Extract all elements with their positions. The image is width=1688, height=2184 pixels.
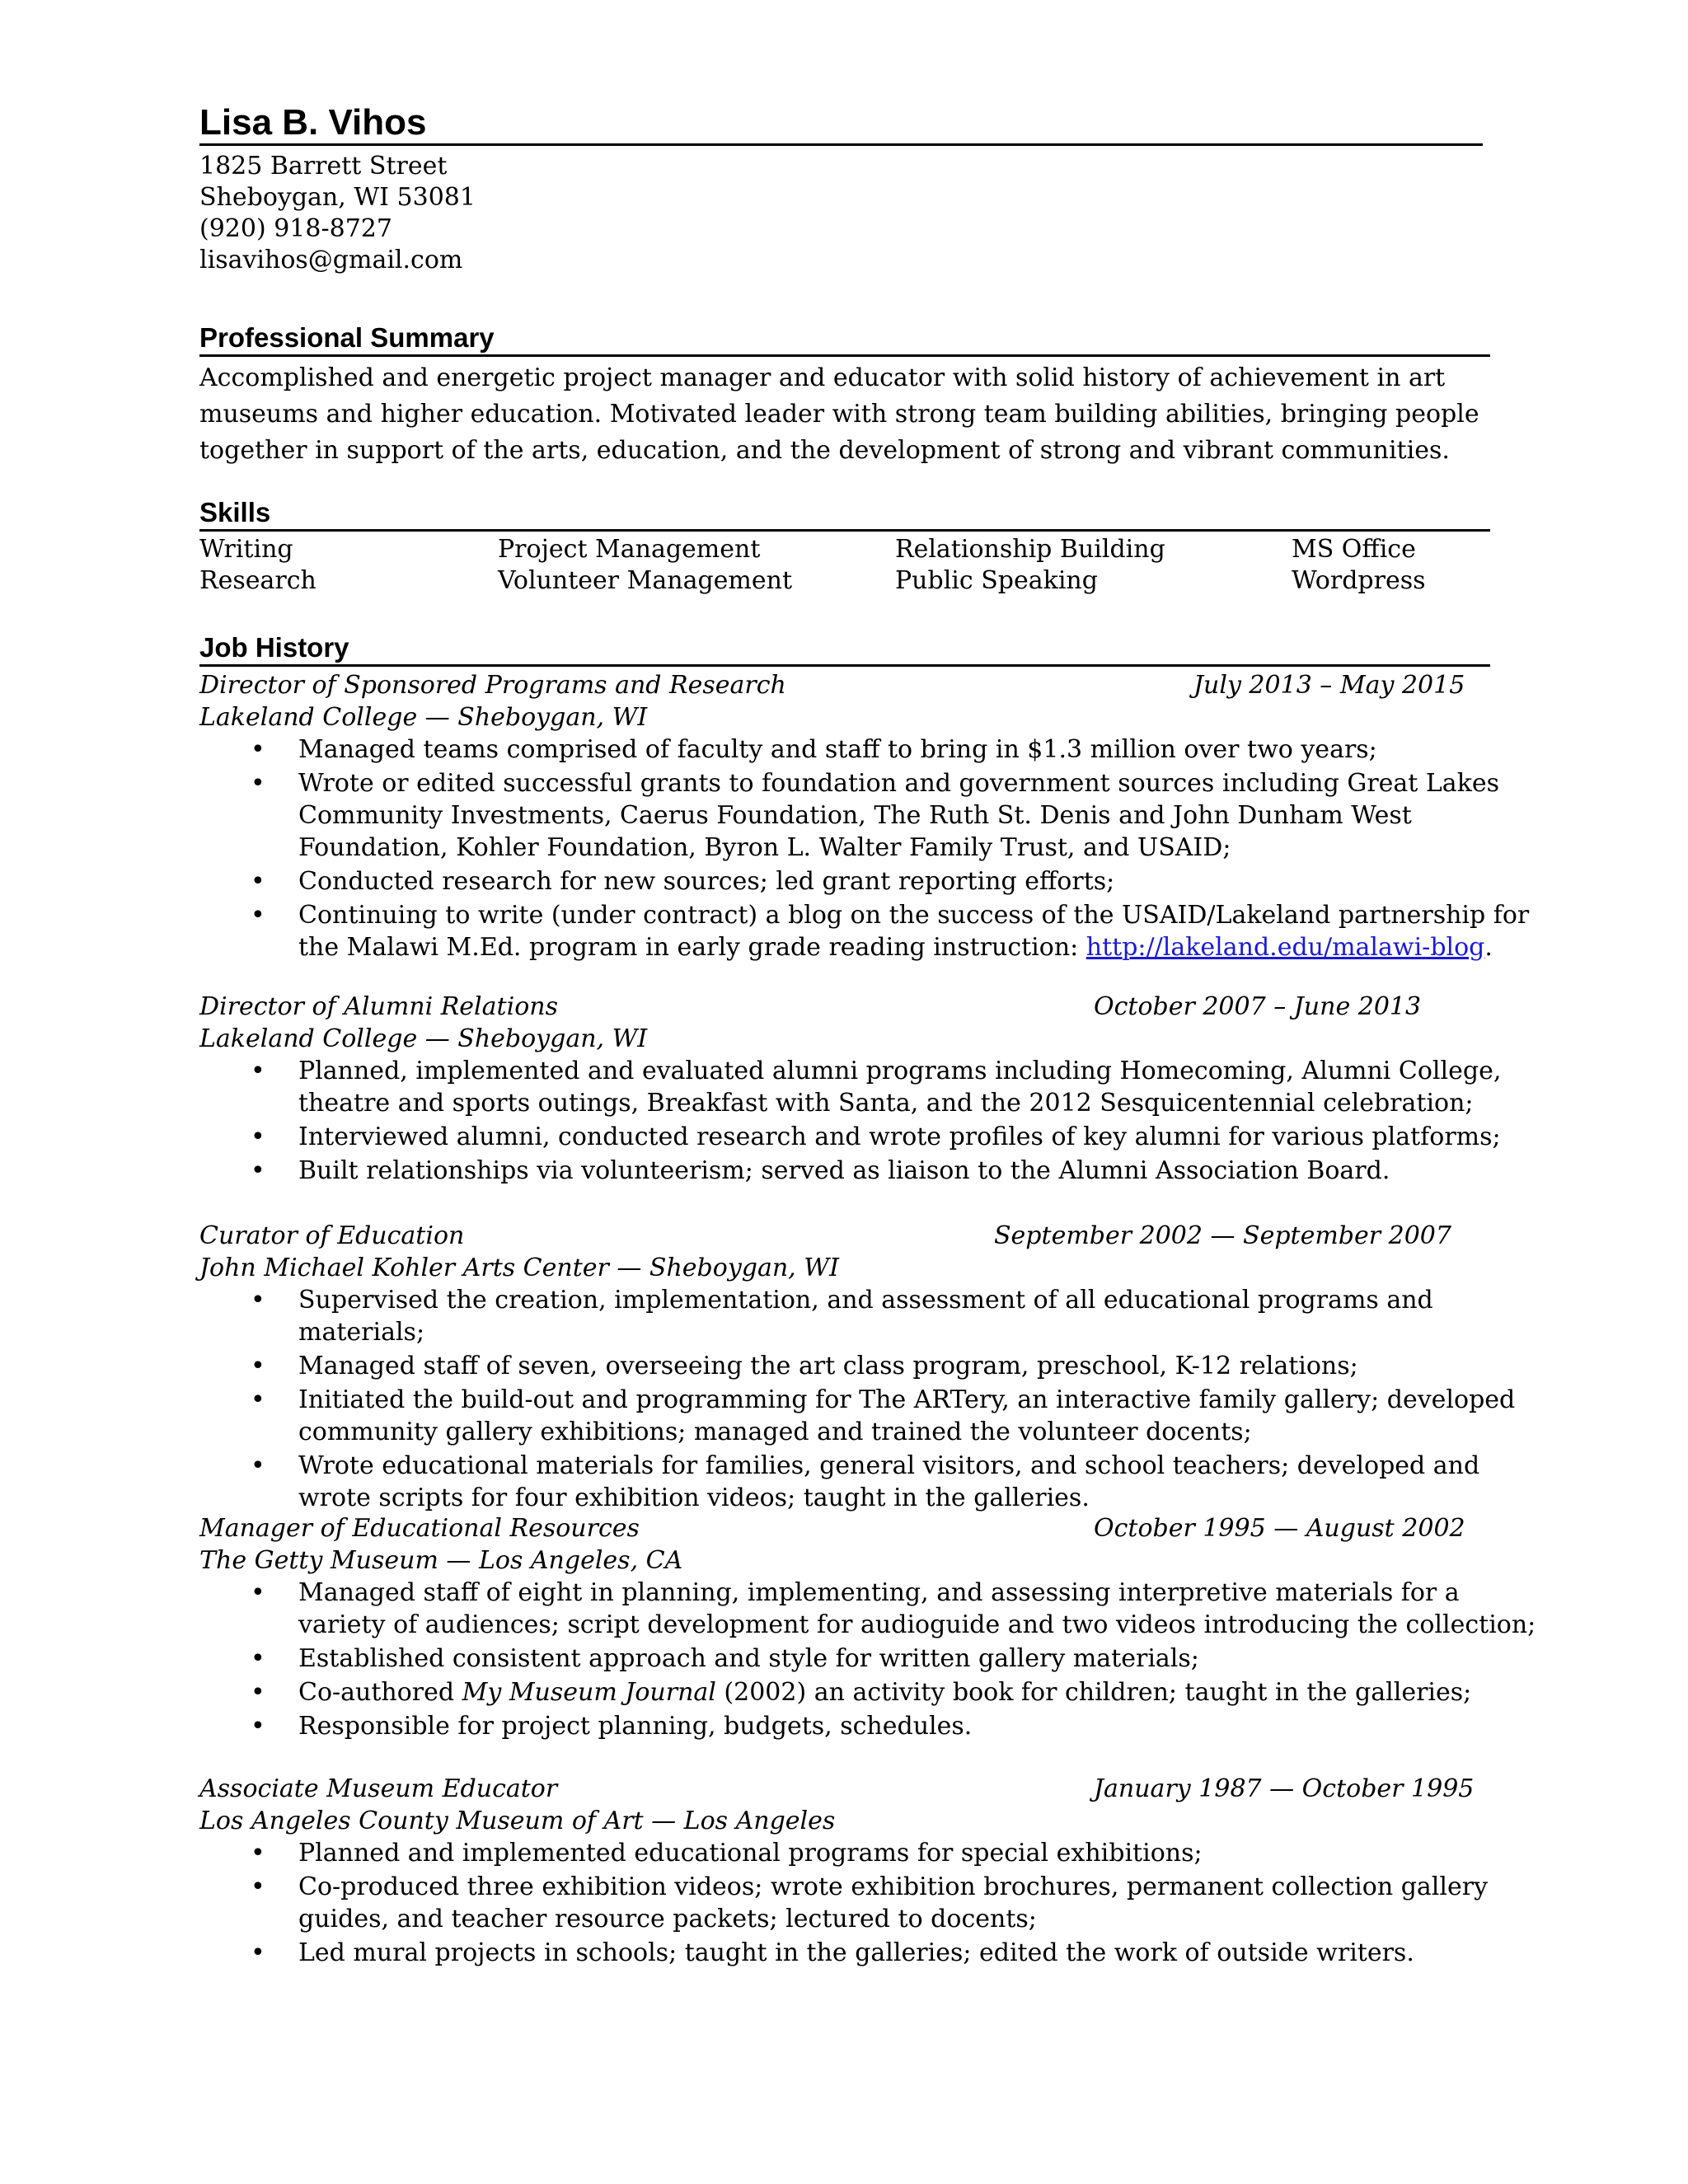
job-title: Director of Alumni Relations — [199, 992, 558, 1021]
job-dates: October 2007 – June 2013 — [1094, 992, 1422, 1021]
job-org: John Michael Kohler Arts Center — Sheboygan, WI — [199, 1254, 839, 1282]
skill-item: Writing — [199, 535, 293, 564]
job-title: Associate Museum Educator — [199, 1774, 558, 1803]
bullet-icon: • — [251, 1057, 265, 1085]
bullet-icon: • — [251, 1352, 265, 1380]
job-header — [199, 669, 1551, 702]
job-bullet: • Initiated the build-out and programming for The ARTery, an interactive family gallery; developed community gallery exhibitions; managed and trained the volunteer docents; — [251, 1385, 1516, 1446]
job-bullet: • Planned, implemented and evaluated alumni programs including Homecoming, Alumni College, theatre and sports outings, Breakfast with Santa, and the 2012 Sesquicentennial celebration; — [251, 1057, 1502, 1118]
skills-row — [199, 534, 1502, 565]
malawi-blog-link[interactable]: http://lakeland.edu/malawi-blog — [1085, 933, 1485, 962]
job-entry — [199, 1220, 1551, 1516]
job-bullet: • Continuing to write (under contract) a blog on the success of the USAID/Lakeland partnership for the Malawi M.Ed. program in early grade reading instruction: http://lakeland.edu/malawi-blog. — [251, 901, 1530, 962]
bullet-icon: • — [251, 1156, 265, 1185]
job-org: Lakeland College — Sheboygan, WI — [199, 1024, 648, 1053]
job-dates: October 1995 — August 2002 — [1094, 1514, 1465, 1543]
skill-item: Project Management — [498, 535, 761, 564]
job-entry — [199, 669, 1551, 965]
job-header — [199, 991, 1551, 1024]
bullet-icon: • — [251, 1578, 265, 1607]
job-title: Manager of Educational Resources — [199, 1514, 640, 1543]
bullet-icon: • — [251, 769, 265, 798]
job-bullet: • Planned and implemented educational programs for special exhibitions; — [251, 1839, 1203, 1868]
job-entry — [199, 1773, 1551, 1971]
job-org: The Getty Museum — Los Angeles, CA — [199, 1546, 683, 1575]
contact-city: Sheboygan, WI 53081 — [199, 183, 476, 212]
bullet-icon: • — [251, 1644, 265, 1673]
job-bullet: • Managed staff of seven, overseeing the art class program, preschool, K-12 relations; — [251, 1352, 1358, 1380]
job-bullet: • Co-authored My Museum Journal (2002) an activity book for children; taught in the galleries; — [251, 1678, 1472, 1707]
job-org: Lakeland College — Sheboygan, WI — [199, 703, 648, 732]
job-header — [199, 1220, 1551, 1253]
job-bullet: • Conducted research for new sources; led grant reporting efforts; — [251, 867, 1115, 896]
job-bullet: • Built relationships via volunteerism; served as liaison to the Alumni Association Board. — [251, 1156, 1390, 1185]
bullet-icon: • — [251, 1451, 265, 1480]
job-bullet: • Wrote educational materials for families, general visitors, and school teachers; developed and wrote scripts for four exhibition videos; taught in the galleries. — [251, 1451, 1480, 1512]
bullet-icon: • — [251, 901, 265, 930]
bullet-icon: • — [251, 867, 265, 896]
bullet-icon: • — [251, 1122, 265, 1151]
summary-text: Accomplished and energetic project manager and educator with solid history of achievement in art museums and higher education. Motivated leader with strong team building abilities, bringing people together in support of the arts, education, and the development of strong and vibrant communities. — [199, 363, 1479, 465]
job-dates: January 1987 — October 1995 — [1094, 1774, 1475, 1803]
job-bullets — [199, 733, 1551, 963]
summary-heading: Professional Summary — [199, 321, 1490, 357]
job-bullet: • Managed staff of eight in planning, implementing, and assessing interpretive materials for a variety of audiences; script development for audioguide and two videos introducing the collection; — [251, 1578, 1536, 1639]
job-bullet: • Co-produced three exhibition videos; wrote exhibition brochures, permanent collection gallery guides, and teacher resource packets; lectured to docents; — [251, 1872, 1489, 1933]
bullet-icon: • — [251, 1286, 265, 1315]
skill-item: Research — [199, 566, 316, 595]
skills-heading: Skills — [199, 496, 1490, 532]
job-title: Curator of Education — [199, 1221, 465, 1250]
job-bullet: • Wrote or edited successful grants to foundation and government sources including Great Lakes Community Investments, Caerus Foundation, The Ruth St. Denis and John Dunham West Foundation, Kohler Foundation, Byron L. Walter Family Trust, and USAID; — [251, 769, 1500, 862]
contact-street: 1825 Barrett Street — [199, 152, 448, 180]
job-bullet: • Managed teams comprised of faculty and staff to bring in $1.3 million over two years; — [251, 735, 1377, 764]
job-bullet: • Interviewed alumni, conducted research and wrote profiles of key alumni for various platforms; — [251, 1122, 1501, 1151]
job-bullet: • Led mural projects in schools; taught in the galleries; edited the work of outside writers. — [251, 1938, 1414, 1967]
job-entry — [199, 991, 1551, 1188]
job-bullets — [199, 1284, 1551, 1514]
bullet-icon: • — [251, 1712, 265, 1741]
job-bullets — [199, 1055, 1551, 1187]
job-bullets — [199, 1837, 1551, 1969]
job-title: Director of Sponsored Programs and Research — [199, 671, 786, 700]
resume-name: Lisa B. Vihos — [199, 102, 1483, 146]
bullet-icon: • — [251, 735, 265, 764]
skill-item: Wordpress — [1292, 566, 1426, 595]
job-entry — [199, 1512, 1551, 1744]
job-bullets — [199, 1577, 1551, 1742]
job-bullet: • Supervised the creation, implementation, and assessment of all educational programs and materials; — [251, 1286, 1433, 1347]
bullet-icon: • — [251, 1872, 265, 1901]
contact-block — [199, 151, 476, 276]
job-history-heading: Job History — [199, 631, 1490, 667]
skill-item: MS Office — [1292, 535, 1416, 564]
bullet-icon: • — [251, 1385, 265, 1414]
job-bullet: • Established consistent approach and style for written gallery materials; — [251, 1644, 1199, 1673]
bullet-icon: • — [251, 1938, 265, 1967]
skills-grid — [199, 534, 1502, 597]
skill-item: Volunteer Management — [498, 566, 792, 595]
contact-phone: (920) 918-8727 — [199, 214, 392, 243]
job-header — [199, 1773, 1551, 1806]
book-title: My Museum Journal — [462, 1678, 716, 1707]
job-org: Los Angeles County Museum of Art — Los Angeles — [199, 1807, 836, 1835]
skill-item: Public Speaking — [895, 566, 1098, 595]
job-dates: July 2013 – May 2015 — [1193, 671, 1465, 700]
contact-email: lisavihos@gmail.com — [199, 246, 463, 274]
job-dates: September 2002 — September 2007 — [994, 1221, 1451, 1250]
bullet-icon: • — [251, 1839, 265, 1868]
job-header — [199, 1512, 1551, 1545]
skills-row — [199, 565, 1502, 597]
skill-item: Relationship Building — [895, 535, 1165, 564]
job-bullet: • Responsible for project planning, budgets, schedules. — [251, 1712, 973, 1741]
bullet-icon: • — [251, 1678, 265, 1707]
